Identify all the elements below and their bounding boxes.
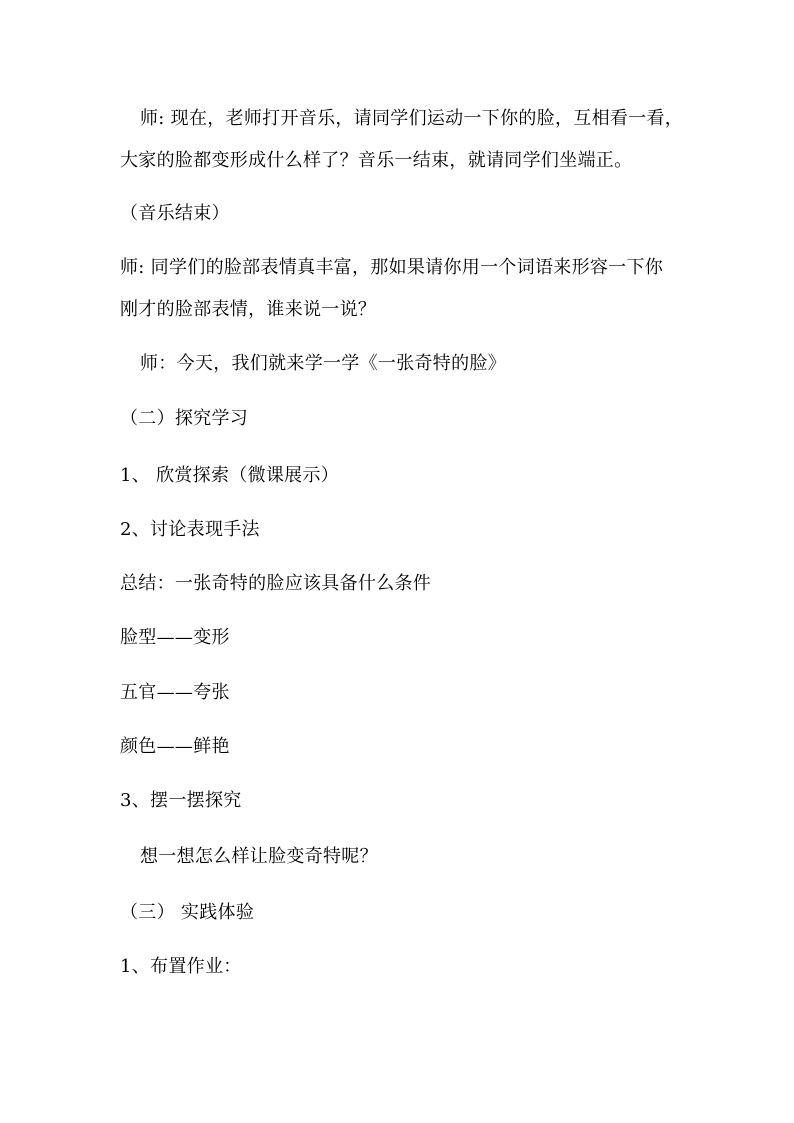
text-line-9: 2、讨论表现手法 (120, 519, 260, 540)
text-line-8: 1、 欣赏探索（微课展示） (120, 465, 340, 486)
text-line-4: 师: 同学们的脸部表情真丰富，那如果请你用一个词语来形容一下你 (120, 257, 664, 278)
text-line-5: 刚才的脸部表情，谁来说一说？ (120, 299, 377, 320)
text-line-6: 师：今天，我们就来学一学《一张奇特的脸》 (140, 353, 506, 374)
section-heading-2: （二）探究学习 (120, 408, 249, 429)
text-line-2: 大家的脸都变形成什么样了？音乐一结束，就请同学们坐端正。 (120, 150, 633, 171)
text-line-13: 颜色——鲜艳 (120, 736, 230, 757)
text-line-3: （音乐结束） (120, 203, 230, 224)
text-line-1: 师: 现在，老师打开音乐，请同学们运动一下你的脸，互相看一看， (140, 108, 684, 129)
text-line-15: 想一想怎么样让脸变奇特呢？ (140, 846, 378, 867)
text-line-17: 1、布置作业： (120, 956, 242, 977)
text-line-10: 总结：一张奇特的脸应该具备什么条件 (120, 573, 432, 594)
text-line-11: 脸型——变形 (120, 627, 230, 648)
text-line-14: 3、摆一摆探究 (120, 790, 242, 811)
text-line-12: 五官——夸张 (120, 682, 230, 703)
section-heading-3: （三） 实践体验 (120, 902, 255, 923)
